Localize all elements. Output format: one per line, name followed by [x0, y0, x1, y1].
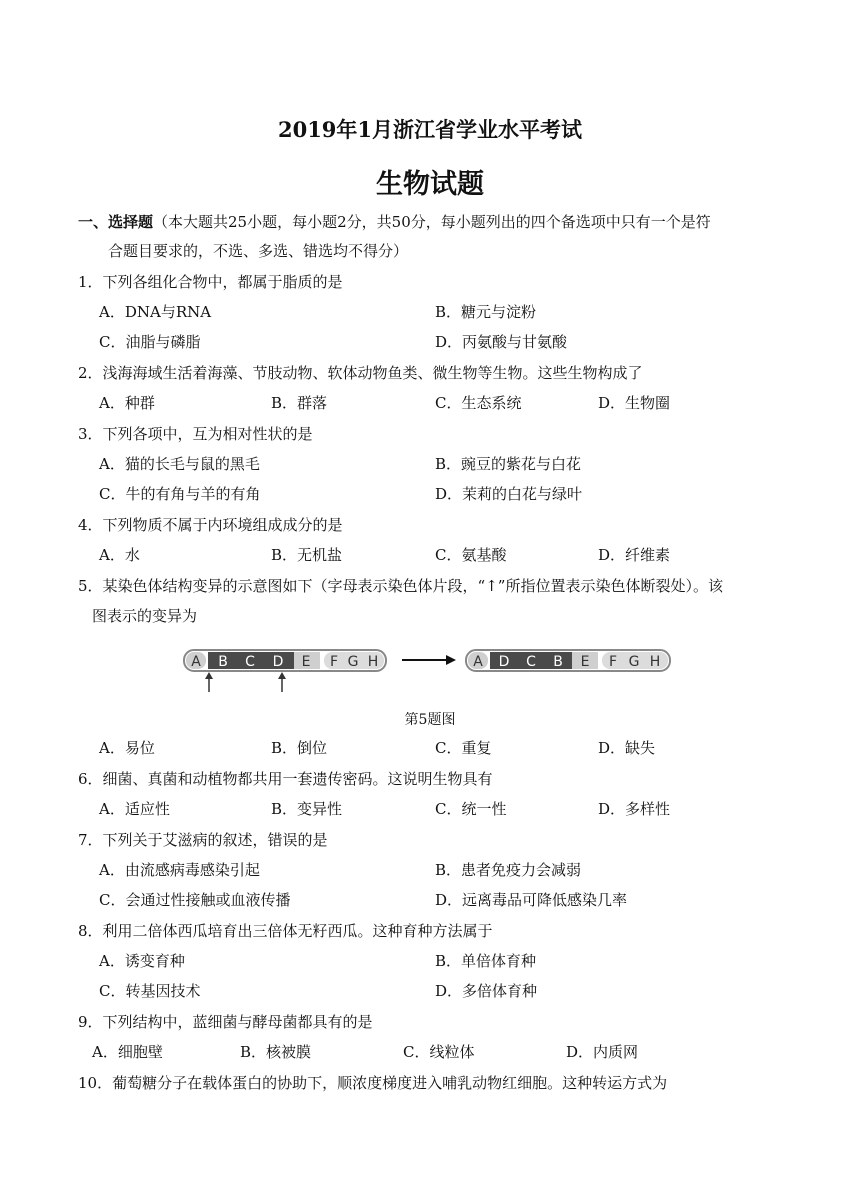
question-2-stem: 2．浅海海域生活着海藻、节肢动物、软体动物鱼类、微生物等生物。这些生物构成了: [78, 364, 643, 382]
seg-label: C: [245, 654, 255, 670]
q4-option-d: D．纤维素: [598, 546, 671, 564]
q6-option-b: B．变异性: [271, 800, 343, 818]
section-instructions: [78, 212, 711, 232]
seg-label: G: [347, 654, 359, 670]
q8-option-d: D．多倍体育种: [435, 982, 538, 1000]
q4-option-a: A．水: [99, 546, 140, 564]
q3-option-b: B．豌豆的紫花与白花: [435, 455, 582, 473]
question-1-stem: 1．下列各组化合物中，都属于脂质的是: [78, 273, 343, 291]
question-4-stem: 4．下列物质不属于内环境组成成分的是: [78, 516, 343, 534]
seg-label: B: [218, 654, 228, 670]
q2-option-d: D．生物圈: [598, 394, 671, 412]
q1-option-b: B．糖元与淀粉: [435, 303, 537, 321]
subject-title: 生物试题: [376, 169, 484, 200]
seg-label: A: [191, 654, 201, 670]
section-instructions-line1: （本大题共25小题，每小题2分，共50分，每小题列出的四个备选项中只有一个是符: [153, 213, 711, 231]
chromosome-after: [466, 650, 670, 671]
section-instructions-line2: 合题目要求的，不选、多选、错选均不得分）: [108, 242, 409, 260]
q9-option-c: C．线粒体: [403, 1043, 475, 1061]
q8-option-c: C．转基因技术: [99, 982, 201, 1000]
q7-option-c: C．会通过性接触或血液传播: [99, 891, 291, 909]
q5-option-a: A．易位: [99, 739, 155, 757]
question-5-stem: 5．某染色体结构变异的示意图如下（字母表示染色体片段，“↑”所指位置表示染色体断裂处）。该: [78, 577, 723, 595]
seg-label: H: [367, 654, 379, 670]
q6-option-a: A．适应性: [99, 800, 170, 818]
seg-label: D: [272, 654, 284, 670]
q9-option-d: D．内质网: [566, 1043, 639, 1061]
q3-option-a: A．猫的长毛与鼠的黑毛: [99, 455, 260, 473]
question-9-stem: 9．下列结构中，蓝细菌与酵母菌都具有的是: [78, 1013, 373, 1031]
q3-option-c: C．牛的有角与羊的有角: [99, 485, 261, 503]
seg-label: G: [628, 654, 640, 670]
arrow-up-icon: [278, 672, 286, 679]
seg-label: E: [301, 654, 311, 670]
q5-option-b: B．倒位: [271, 739, 328, 757]
q9-option-b: B．核被膜: [240, 1043, 312, 1061]
question-3-stem: 3．下列各项中，互为相对性状的是: [78, 425, 313, 443]
q1-option-a: A．DNA与RNA: [99, 303, 212, 321]
question-7-stem: 7．下列关于艾滋病的叙述，错误的是: [78, 831, 328, 849]
q7-option-d: D．远离毒品可降低感染几率: [435, 891, 628, 909]
q2-option-b: B．群落: [271, 394, 328, 412]
q9-option-a: A．细胞壁: [92, 1043, 163, 1061]
seg-label: C: [526, 654, 536, 670]
seg-label: D: [498, 654, 510, 670]
figure-caption: 第5题图: [404, 712, 456, 728]
q3-option-d: D．茉莉的白花与绿叶: [435, 485, 583, 503]
q4-option-c: C．氨基酸: [435, 546, 507, 564]
seg-label: B: [553, 654, 563, 670]
question-6-stem: 6．细菌、真菌和动植物都共用一套遗传密码。这说明生物具有: [78, 770, 493, 788]
q8-option-a: A．诱变育种: [99, 952, 185, 970]
seg-label: A: [473, 654, 483, 670]
question-8-stem: 8．利用二倍体西瓜培育出三倍体无籽西瓜。这种育种方法属于: [78, 922, 493, 940]
question-10-stem: 10．葡萄糖分子在载体蛋白的协助下，顺浓度梯度进入哺乳动物红细胞。这种转运方式为: [78, 1074, 668, 1092]
q5-option-d: D．缺失: [598, 739, 656, 757]
question-5-stem-continued: 图表示的变异为: [92, 607, 198, 625]
right-arrow-icon: [402, 655, 456, 665]
seg-label: F: [608, 654, 618, 670]
q6-option-d: D．多样性: [598, 800, 671, 818]
q7-option-a: A．由流感病毒感染引起: [99, 861, 260, 879]
q7-option-b: B．患者免疫力会减弱: [435, 861, 582, 879]
section-heading: 一、选择题: [78, 213, 154, 231]
q1-option-c: C．油脂与磷脂: [99, 333, 201, 351]
arrow-up-icon: [205, 672, 213, 679]
exam-title: 2019年1月浙江省学业水平考试: [277, 117, 583, 142]
q1-option-d: D．丙氨酸与甘氨酸: [435, 333, 568, 351]
q4-option-b: B．无机盐: [271, 546, 343, 564]
q2-option-c: C．生态系统: [435, 394, 522, 412]
chromosome-diagram: [180, 644, 680, 696]
chromosome-before: [184, 650, 386, 692]
q8-option-b: B．单倍体育种: [435, 952, 537, 970]
q2-option-a: A．种群: [99, 394, 155, 412]
q5-option-c: C．重复: [435, 739, 492, 757]
seg-label: H: [649, 654, 661, 670]
seg-label: E: [580, 654, 590, 670]
q6-option-c: C．统一性: [435, 800, 507, 818]
seg-label: F: [329, 654, 339, 670]
